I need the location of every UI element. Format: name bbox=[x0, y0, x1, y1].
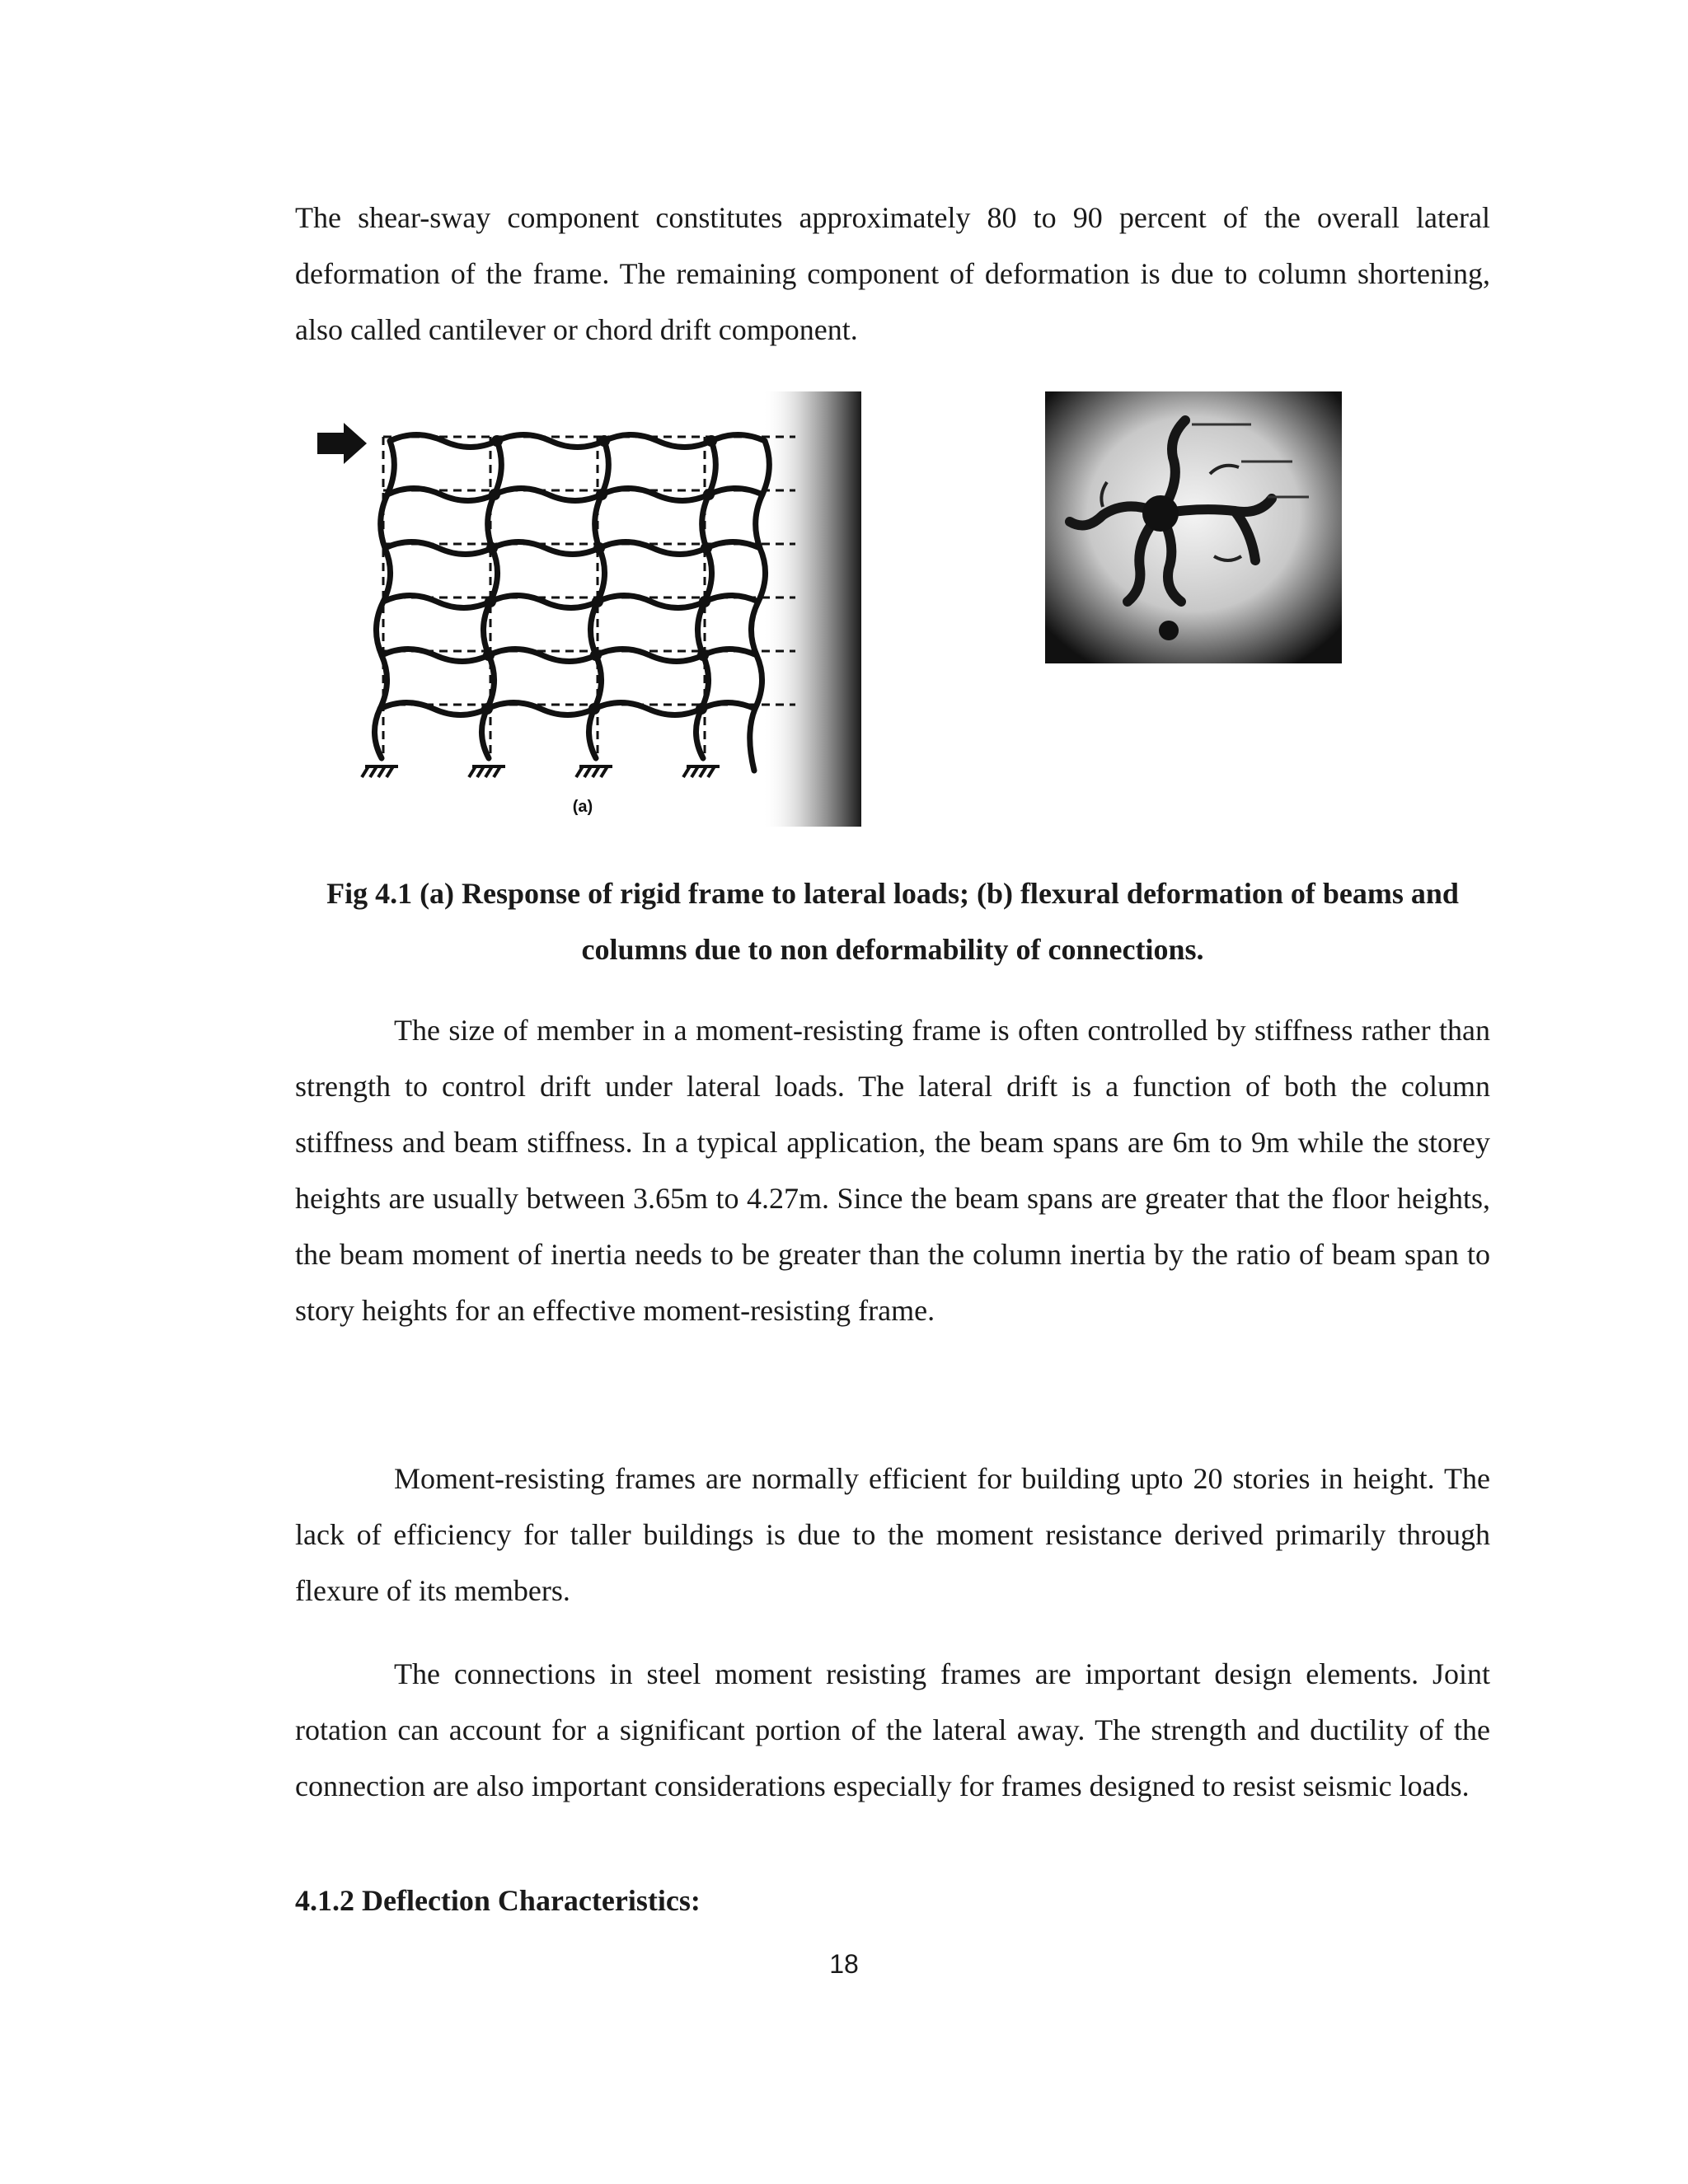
paragraph-shear-sway: The shear-sway component constitutes approximately 80 to 90 percent of the overall lateral deformation of the frame. The remaining component of deformation is due to column shortening, also called cantilever or chord drift component. bbox=[295, 201, 1490, 346]
paragraph-member-size: The size of member in a moment-resisting frame is often controlled by stiffness rather than strength to control drift under lateral loads. The lateral drift is a function of both the column stiffness and beam stiffness. In a typical application, the beam spans are 6m to 9m while the storey heights are usually between 3.65m to 4.27m. Since the beam spans are greater that the floor heights, the beam moment of inertia needs to be greater than the column inertia by the ratio of beam span to story heights for an effective moment-resisting frame. bbox=[295, 1014, 1490, 1327]
figure-a-rigid-frame bbox=[293, 391, 861, 827]
paragraph-efficiency: Moment-resisting frames are normally efficient for building upto 20 stories in height. The lack of efficiency for taller buildings is due to the moment resistance derived primarily through flexure of its members. bbox=[295, 1462, 1490, 1607]
rigid-joint bbox=[1142, 495, 1179, 532]
figure-a-label: (a) bbox=[572, 798, 593, 816]
page-number: 18 bbox=[829, 1949, 859, 1979]
section-heading: 4.1.2 Deflection Characteristics: bbox=[295, 1884, 701, 1917]
figure-b-joint-deformation bbox=[1045, 391, 1342, 663]
figure-caption: Fig 4.1 (a) Response of rigid frame to lateral loads; (b) flexural deformation of beams and columns due to non deformability of connections. bbox=[326, 877, 1459, 966]
paragraph-connections: The connections in steel moment resisting frames are important design elements. Joint rotation can account for a significant portion of the lateral away. The strength and ductility of the connection are also important considerations especially for frames designed to resist seismic loads. bbox=[295, 1657, 1490, 1802]
